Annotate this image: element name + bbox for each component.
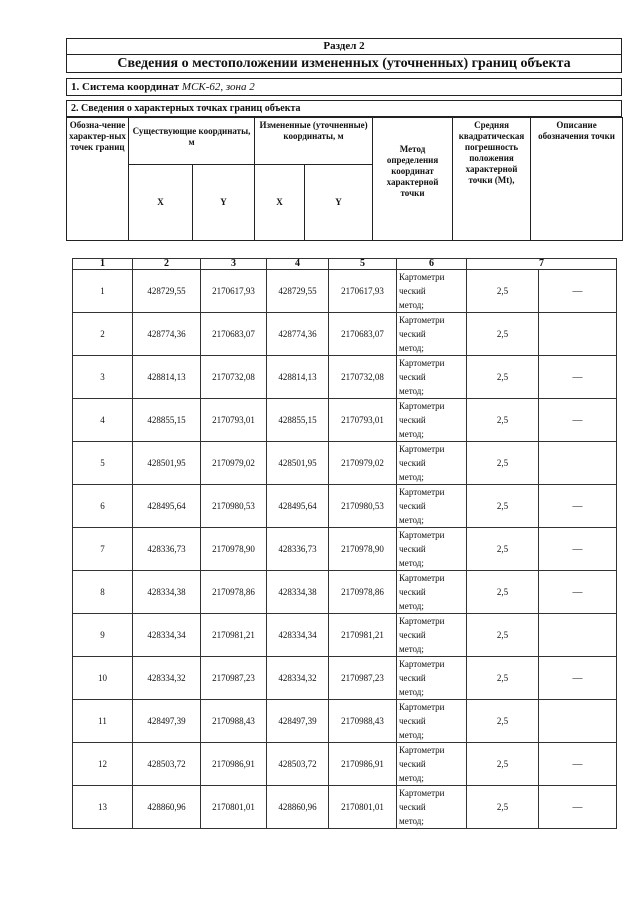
existing-y-cell: 2170801,01 <box>201 786 267 829</box>
existing-x-cell: 428860,96 <box>133 786 201 829</box>
header-description: Описание обозначения точки <box>531 118 623 241</box>
error-cell: 2,5 <box>467 485 539 528</box>
error-cell: 2,5 <box>467 786 539 829</box>
method-text: ческий <box>399 372 426 382</box>
changed-x-cell: 428334,34 <box>267 614 329 657</box>
method-text: ческий <box>399 716 426 726</box>
section-label: Раздел 2 <box>66 38 622 54</box>
changed-x-cell: 428814,13 <box>267 356 329 399</box>
existing-y-cell: 2170617,93 <box>201 270 267 313</box>
changed-x-cell: 428336,73 <box>267 528 329 571</box>
changed-y-cell: 2170988,43 <box>329 700 397 743</box>
error-cell: 2,5 <box>467 743 539 786</box>
existing-y-cell: 2170986,91 <box>201 743 267 786</box>
method-text: Картометри <box>399 788 445 798</box>
existing-x-cell: 428334,32 <box>133 657 201 700</box>
method-text: Картометри <box>399 616 445 626</box>
point-number: 7 <box>73 528 133 571</box>
method-text: метод; <box>399 429 424 439</box>
method-text: ческий <box>399 501 426 511</box>
header-point-id: Обозна-чение характер-ных точек границ <box>67 118 129 241</box>
table-row <box>73 485 617 528</box>
error-cell: 2,5 <box>467 442 539 485</box>
description-cell: — <box>539 528 617 571</box>
method-cell <box>397 356 467 399</box>
existing-y-cell: 2170793,01 <box>201 399 267 442</box>
method-text: ческий <box>399 673 426 683</box>
method-text: метод; <box>399 601 424 611</box>
header-error: Средняя квадратическая погрешность положения характерной точки (Мt), <box>453 118 531 241</box>
existing-x-cell: 428729,55 <box>133 270 201 313</box>
method-text: Картометри <box>399 745 445 755</box>
changed-y-cell: 2170683,07 <box>329 313 397 356</box>
description-cell: — <box>539 786 617 829</box>
changed-y-cell: 2170978,90 <box>329 528 397 571</box>
column-header-table <box>66 117 623 241</box>
existing-x-cell: 428497,39 <box>133 700 201 743</box>
method-text: метод; <box>399 472 424 482</box>
error-cell: 2,5 <box>467 700 539 743</box>
error-cell: 2,5 <box>467 657 539 700</box>
existing-y-cell: 2170980,53 <box>201 485 267 528</box>
table-row <box>73 614 617 657</box>
changed-y-cell: 2170617,93 <box>329 270 397 313</box>
method-text: Картометри <box>399 530 445 540</box>
points-heading: 2. Сведения о характерных точках границ объекта <box>66 100 622 117</box>
existing-y-cell: 2170978,86 <box>201 571 267 614</box>
existing-x-cell: 428334,34 <box>133 614 201 657</box>
method-text: ческий <box>399 544 426 554</box>
header-x-existing: X <box>129 165 193 241</box>
changed-x-cell: 428334,38 <box>267 571 329 614</box>
table-row <box>73 786 617 829</box>
method-cell <box>397 399 467 442</box>
changed-y-cell: 2170793,01 <box>329 399 397 442</box>
description-cell <box>539 442 617 485</box>
method-cell <box>397 270 467 313</box>
description-cell <box>539 313 617 356</box>
error-cell: 2,5 <box>467 313 539 356</box>
method-cell <box>397 571 467 614</box>
description-cell: — <box>539 743 617 786</box>
table-row <box>73 399 617 442</box>
existing-y-cell: 2170988,43 <box>201 700 267 743</box>
method-text: Картометри <box>399 702 445 712</box>
column-number: 7 <box>467 259 617 270</box>
changed-x-cell: 428860,96 <box>267 786 329 829</box>
points-table <box>72 258 617 829</box>
method-text: метод; <box>399 300 424 310</box>
coord-system-prefix: 1. Система координат <box>71 81 180 93</box>
existing-y-cell: 2170978,90 <box>201 528 267 571</box>
method-cell <box>397 700 467 743</box>
existing-y-cell: 2170981,21 <box>201 614 267 657</box>
document-page <box>66 38 622 241</box>
changed-y-cell: 2170980,53 <box>329 485 397 528</box>
description-cell: — <box>539 399 617 442</box>
point-number: 8 <box>73 571 133 614</box>
table-row <box>73 571 617 614</box>
point-number: 3 <box>73 356 133 399</box>
changed-y-cell: 2170801,01 <box>329 786 397 829</box>
method-cell <box>397 786 467 829</box>
changed-x-cell: 428497,39 <box>267 700 329 743</box>
column-number: 1 <box>73 259 133 270</box>
method-text: ческий <box>399 415 426 425</box>
coord-system-value: МСК-62, зона 2 <box>181 81 255 93</box>
method-text: метод; <box>399 515 424 525</box>
column-number-row <box>73 259 617 270</box>
error-cell: 2,5 <box>467 356 539 399</box>
point-number: 4 <box>73 399 133 442</box>
coordinate-system <box>66 78 622 96</box>
changed-x-cell: 428501,95 <box>267 442 329 485</box>
existing-x-cell: 428855,15 <box>133 399 201 442</box>
description-cell <box>539 614 617 657</box>
changed-x-cell: 428855,15 <box>267 399 329 442</box>
header-y-existing: Y <box>193 165 255 241</box>
method-text: метод; <box>399 558 424 568</box>
method-text: ческий <box>399 630 426 640</box>
method-text: метод; <box>399 816 424 826</box>
method-text: метод; <box>399 730 424 740</box>
table-row <box>73 356 617 399</box>
method-text: метод; <box>399 386 424 396</box>
method-text: ческий <box>399 286 426 296</box>
method-cell <box>397 657 467 700</box>
changed-y-cell: 2170981,21 <box>329 614 397 657</box>
description-cell: — <box>539 485 617 528</box>
table-row <box>73 528 617 571</box>
method-text: ческий <box>399 587 426 597</box>
table-row <box>73 270 617 313</box>
changed-y-cell: 2170986,91 <box>329 743 397 786</box>
description-cell: — <box>539 571 617 614</box>
changed-x-cell: 428495,64 <box>267 485 329 528</box>
existing-x-cell: 428814,13 <box>133 356 201 399</box>
header-existing: Существующие координаты, м <box>129 118 255 165</box>
changed-x-cell: 428334,32 <box>267 657 329 700</box>
description-cell <box>539 700 617 743</box>
existing-y-cell: 2170683,07 <box>201 313 267 356</box>
method-text: Картометри <box>399 487 445 497</box>
table-row <box>73 743 617 786</box>
method-text: ческий <box>399 802 426 812</box>
error-cell: 2,5 <box>467 571 539 614</box>
error-cell: 2,5 <box>467 614 539 657</box>
point-number: 12 <box>73 743 133 786</box>
existing-x-cell: 428503,72 <box>133 743 201 786</box>
column-number: 5 <box>329 259 397 270</box>
table-row <box>73 442 617 485</box>
changed-y-cell: 2170978,86 <box>329 571 397 614</box>
changed-y-cell: 2170732,08 <box>329 356 397 399</box>
method-cell <box>397 528 467 571</box>
method-text: Картометри <box>399 573 445 583</box>
existing-x-cell: 428336,73 <box>133 528 201 571</box>
changed-x-cell: 428729,55 <box>267 270 329 313</box>
table-row <box>73 657 617 700</box>
description-cell: — <box>539 270 617 313</box>
point-number: 1 <box>73 270 133 313</box>
changed-x-cell: 428503,72 <box>267 743 329 786</box>
method-text: метод; <box>399 773 424 783</box>
method-text: метод; <box>399 687 424 697</box>
existing-x-cell: 428495,64 <box>133 485 201 528</box>
point-number: 11 <box>73 700 133 743</box>
existing-y-cell: 2170732,08 <box>201 356 267 399</box>
error-cell: 2,5 <box>467 270 539 313</box>
table-row <box>73 313 617 356</box>
column-number: 3 <box>201 259 267 270</box>
description-cell: — <box>539 657 617 700</box>
method-text: ческий <box>399 759 426 769</box>
method-cell <box>397 614 467 657</box>
existing-y-cell: 2170979,02 <box>201 442 267 485</box>
existing-x-cell: 428774,36 <box>133 313 201 356</box>
method-text: метод; <box>399 343 424 353</box>
point-number: 6 <box>73 485 133 528</box>
method-text: Картометри <box>399 315 445 325</box>
method-cell <box>397 743 467 786</box>
point-number: 2 <box>73 313 133 356</box>
column-number: 6 <box>397 259 467 270</box>
method-text: Картометри <box>399 401 445 411</box>
point-number: 5 <box>73 442 133 485</box>
existing-y-cell: 2170987,23 <box>201 657 267 700</box>
method-text: Картометри <box>399 358 445 368</box>
changed-x-cell: 428774,36 <box>267 313 329 356</box>
existing-x-cell: 428501,95 <box>133 442 201 485</box>
table-row <box>73 700 617 743</box>
method-cell <box>397 442 467 485</box>
column-number: 4 <box>267 259 329 270</box>
changed-y-cell: 2170987,23 <box>329 657 397 700</box>
point-number: 9 <box>73 614 133 657</box>
method-text: Картометри <box>399 659 445 669</box>
header-y-changed: Y <box>305 165 373 241</box>
existing-x-cell: 428334,38 <box>133 571 201 614</box>
document-title: Сведения о местоположении измененных (уточненных) границ объекта <box>66 54 622 73</box>
method-text: Картометри <box>399 444 445 454</box>
method-text: ческий <box>399 458 426 468</box>
method-cell <box>397 313 467 356</box>
method-text: метод; <box>399 644 424 654</box>
error-cell: 2,5 <box>467 399 539 442</box>
error-cell: 2,5 <box>467 528 539 571</box>
header-x-changed: X <box>255 165 305 241</box>
header-changed: Измененные (уточненные) координаты, м <box>255 118 373 165</box>
point-number: 13 <box>73 786 133 829</box>
column-number: 2 <box>133 259 201 270</box>
header-method: Метод определения координат характерной точки <box>373 118 453 241</box>
changed-y-cell: 2170979,02 <box>329 442 397 485</box>
method-cell <box>397 485 467 528</box>
point-number: 10 <box>73 657 133 700</box>
method-text: Картометри <box>399 272 445 282</box>
description-cell: — <box>539 356 617 399</box>
method-text: ческий <box>399 329 426 339</box>
